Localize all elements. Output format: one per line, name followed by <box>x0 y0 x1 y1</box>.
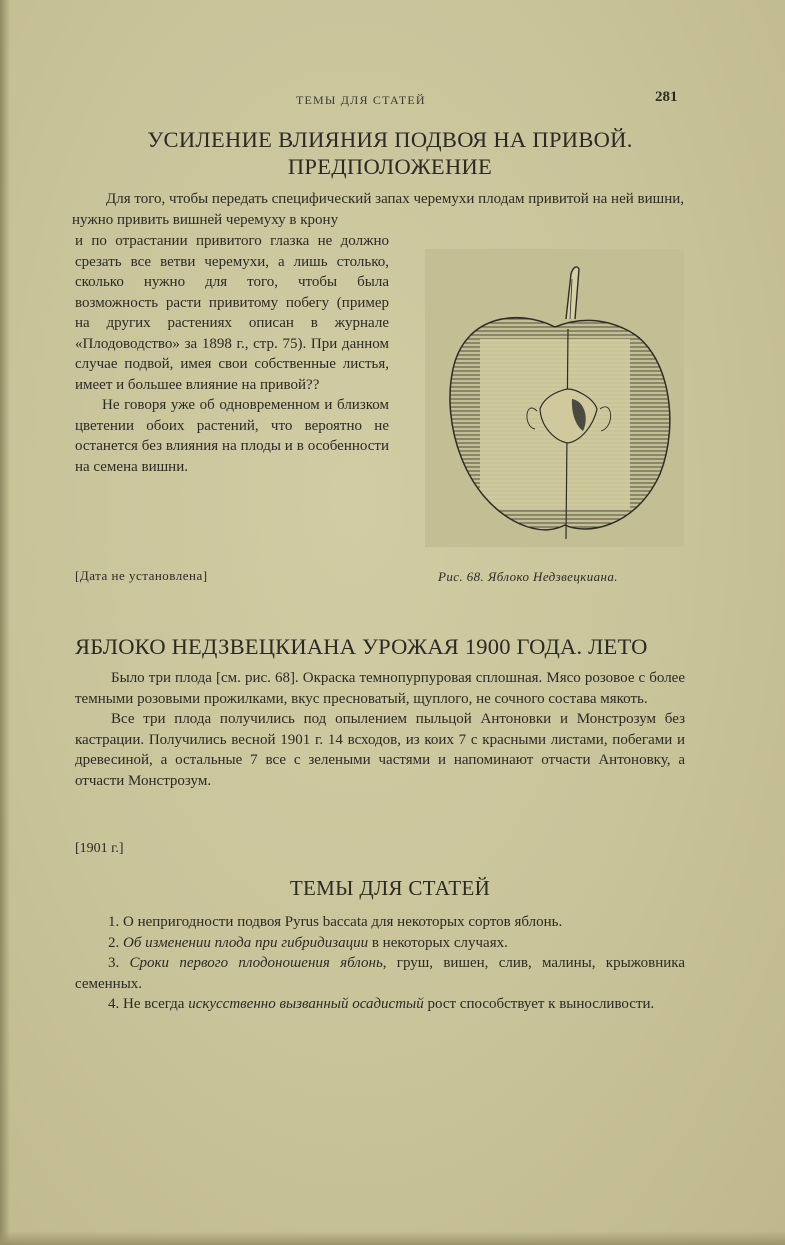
topic-item-2-number: 2. <box>108 934 120 951</box>
article1-para1-continued: и по отрастании привитого глазка не должно срезать все ветви черемухи, а лишь столько, сколько нужно для того, чтобы была возможность расти привитому побегу (пример на других растениях описан в журнале «Плодоводство» за 1898 г., стр. 75). При данном случае подвой, имея свои собственные листья, имеет и большее влияние на привой?? <box>75 233 389 393</box>
topic-item-2-rest: в некоторых случаях. <box>371 934 508 951</box>
topic-item-2-italic: Об изменении плода при гибридизации <box>123 934 369 951</box>
article1-title <box>60 126 720 180</box>
apple-cross-section-illustration <box>425 249 684 547</box>
topic-item-4 <box>75 994 685 1015</box>
page-number: 281 <box>655 89 678 105</box>
topic-item-2 <box>75 933 685 954</box>
article2-para2: Все три плода получились под опылением пыльцой Антоновки и Монстрозум без кастрации. Получились весной 1901 г. 14 всходов, из коих 7 с красными листами, побегами и древесиной, а остальные 7 все с зелеными частями и напоминают отчасти Антоновку, а отчасти Монстрозум. <box>75 711 685 789</box>
article1-intro-text: Для того, чтобы передать специфический запах черемухи плодам привитой на ней вишни, нужно привить вишней черемуху в крону <box>72 191 684 228</box>
topic-item-4-rest: рост способствует к выносливости. <box>427 996 655 1012</box>
article1-title-line2: ПРЕДПОЛОЖЕНИЕ <box>287 154 493 179</box>
article1-title-line1: УСИЛЕНИЕ ВЛИЯНИЯ ПОДВОЯ НА ПРИВОЙ. <box>147 127 633 152</box>
article2-para1: Было три плода [см. рис. 68]. Окраска темнопурпуровая сплошная. Мясо розовое с более темными розовыми прожилками, вкус пресноватый, щуплого, не сочного состава мякоть. <box>75 670 685 707</box>
article2-body <box>75 668 685 791</box>
article1-intro-paragraph <box>72 189 684 231</box>
article1-para2: Не говоря уже об одновременном и близком цветении обоих растений, что вероятно не останется без влияния на плоды и в особенности на семена вишни. <box>75 397 389 475</box>
topics-list <box>75 912 685 1015</box>
topic-item-3-rest: , груш, вишен, слив, малины, крыжовника семенных. <box>75 955 685 992</box>
page-shadow-left <box>0 0 10 1245</box>
page-shadow-bottom <box>0 1231 785 1245</box>
article3-title: ТЕМЫ ДЛЯ СТАТЕЙ <box>289 876 491 900</box>
article1-text-column <box>75 231 389 477</box>
topic-item-3 <box>75 953 685 994</box>
figure-caption: Рис. 68. Яблоко Недзвецкиана. <box>438 569 618 584</box>
topic-item-3-number: 3. <box>108 955 120 971</box>
running-head: ТЕМЫ ДЛЯ СТАТЕЙ <box>296 93 426 107</box>
apple-figure <box>425 249 684 547</box>
topic-item-4-start: 4. Не всегда <box>108 996 185 1012</box>
article2-date: [1901 г.] <box>75 841 124 856</box>
article1-date: [Дата не установлена] <box>75 568 208 583</box>
article2-title: ЯБЛОКО НЕДЗВЕЦКИАНА УРОЖАЯ 1900 ГОДА. ЛЕТО <box>75 634 648 659</box>
topic-item-3-italic: Сроки первого плодоношения яблонь <box>129 955 383 971</box>
topic-item-4-italic: искусственно вызванный осадистый <box>188 996 424 1012</box>
topic-item-1: 1. О непригодности подвоя Pyrus baccata для некоторых сортов яблонь. <box>108 914 563 930</box>
